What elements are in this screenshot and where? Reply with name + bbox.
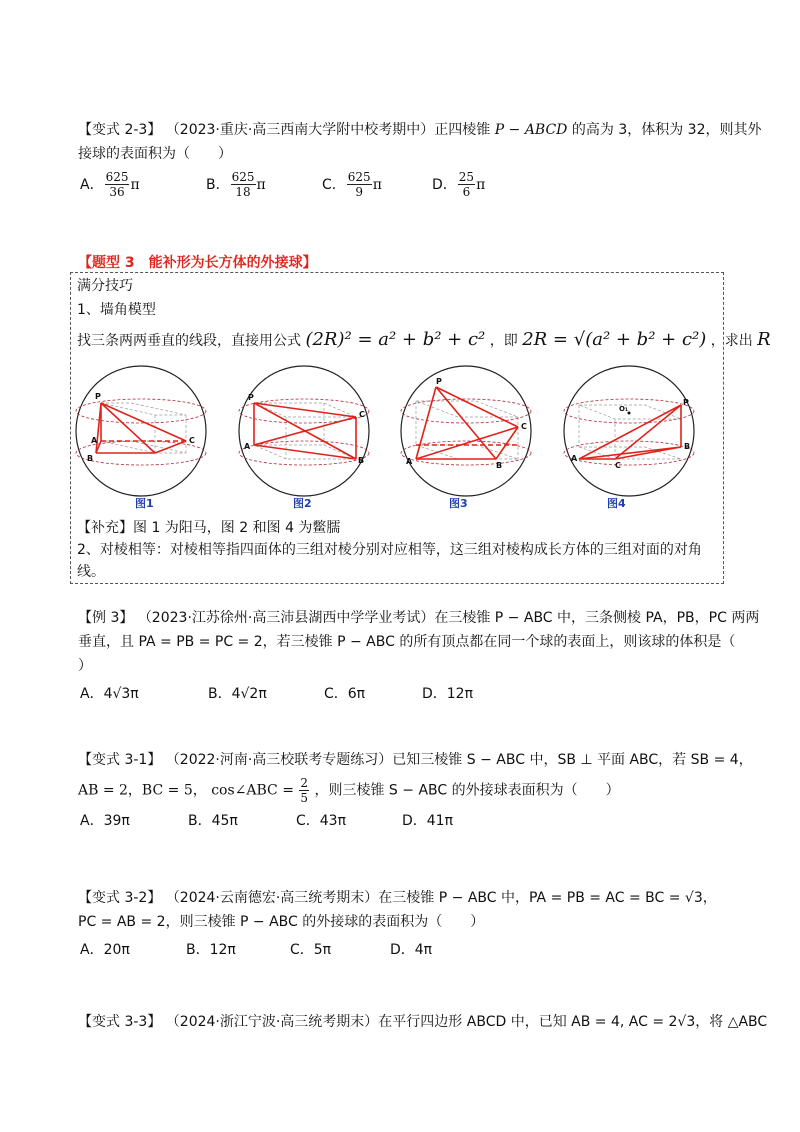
option-a: A． $\frac{625}{36}$ π <box>80 170 140 199</box>
option-c: C． $\frac{625}{9}$ π <box>322 170 382 199</box>
question-label: 【变式 3-2】 <box>78 890 162 906</box>
question-label: 【变式 3-3】 <box>78 1014 162 1030</box>
option-b: B． $\frac{625}{18}$ π <box>206 170 266 199</box>
option-d: D． $\frac{25}{6}$ π <box>432 170 486 199</box>
question-label: 【例 3】 <box>78 610 134 626</box>
math-expr: P − ABCD <box>494 122 568 138</box>
figure-label-1: 图1 <box>135 497 154 510</box>
options-row <box>78 938 730 962</box>
question-3-3 <box>78 1010 768 1034</box>
option-b: B．4√2π <box>208 686 267 702</box>
svg-text:A: A <box>91 436 98 445</box>
svg-text:A: A <box>571 454 578 463</box>
svg-text:O₁: O₁ <box>619 405 629 413</box>
fraction: $\frac{625}{36}$ <box>105 170 129 199</box>
question-line-1: 【变式 3-2】 （2024·云南德宏·高三统考期末）在三棱锥 P − ABC 中，PA = PB = AC = BC = √3， <box>78 890 717 906</box>
question-line-2: 垂直，且 PA = PB = PC = 2，若三棱锥 P − ABC 的所有顶点都在同一个球的表面上，则该球的体积是（ <box>78 634 736 650</box>
question-line-2: 接球的表面积为（ ） <box>78 146 232 162</box>
option-b: B．45π <box>188 813 238 829</box>
option-a: A．39π <box>80 813 130 829</box>
example-3 <box>78 606 760 706</box>
question-line-3: ） <box>78 658 92 674</box>
svg-text:C: C <box>359 410 365 419</box>
sphere-figure-4 <box>564 366 694 496</box>
question-text: 的高为 3，体积为 32，则其外 <box>571 122 762 138</box>
option-c: C．6π <box>324 686 366 702</box>
svg-text:B: B <box>684 442 691 451</box>
formula-2: 2R = √(a² + b² + c²) <box>522 329 707 350</box>
tips-heading: 满分技巧 <box>77 278 133 294</box>
tips-item-2-line-1: 2、对棱相等：对棱相等指四面体的三组对棱分别对应相等，这三组对棱构成长方体的三组对面的对角 <box>77 542 702 558</box>
svg-text:B: B <box>496 461 503 470</box>
fraction: $\frac{625}{9}$ <box>347 170 371 199</box>
option-a: A．4√3π <box>80 686 139 702</box>
question-line-1: 【例 3】 （2023·江苏徐州·高三沛县湖西中学学业考试）在三棱锥 P − ABC 中，三条侧棱 PA，PB，PC 两两 <box>78 610 760 626</box>
sphere-figures <box>75 363 719 503</box>
fraction: $\frac{2}{5}$ <box>300 776 309 805</box>
figure-label-4: 图4 <box>607 497 626 510</box>
formula-line: 找三条两两垂直的线段，直接用公式 (2R)² = a² + b² + c² ，即 2R = √(a² + b² + c²) ，求出 R <box>77 329 771 350</box>
option-d: D．41π <box>402 813 454 829</box>
question-source: （2023·重庆·高三西南大学附中校考期中）正四棱锥 <box>165 122 491 138</box>
option-a: A．20π <box>80 942 130 958</box>
question-line-2: PC = AB = 2，则三棱锥 P − ABC 的外接球的表面积为（ ） <box>78 914 485 930</box>
svg-text:C: C <box>521 422 527 431</box>
section-title: 【题型 3 能补形为长方体的外接球】 <box>78 255 317 271</box>
question-label: 【变式 3-1】 <box>78 752 162 768</box>
question-3-1 <box>78 748 753 833</box>
svg-text:P: P <box>436 377 442 386</box>
tips-item-2-line-2: 线。 <box>77 564 105 580</box>
figure-label-2: 图2 <box>293 497 312 510</box>
svg-text:B: B <box>358 456 365 465</box>
options-row <box>78 682 730 706</box>
question-line-1: 【变式 3-1】 （2022·河南·高三校联考专题练习）已知三棱锥 S − ABC 中，SB ⊥ 平面 ABC，若 SB = 4， <box>78 752 753 768</box>
svg-text:A: A <box>406 457 413 466</box>
svg-text:C: C <box>189 436 195 445</box>
tips-supplement: 【补充】图 1 为阳马，图 2 和图 4 为鳖臑 <box>77 520 341 536</box>
question-line-1: 【变式 3-3】 （2024·浙江宁波·高三统考期末）在平行四边形 ABCD 中，已知 AB = 4, AC = 2√3，将 △ABC <box>78 1014 768 1030</box>
fraction: $\frac{25}{6}$ <box>458 170 475 199</box>
options-row <box>78 809 730 833</box>
option-b: B．12π <box>186 942 236 958</box>
cos-expr: cos∠ABC = <box>211 782 294 799</box>
svg-text:C: C <box>615 461 621 470</box>
svg-text:P: P <box>683 398 689 407</box>
option-d: D．4π <box>390 942 433 958</box>
options-row <box>78 170 730 199</box>
option-d: D．12π <box>422 686 474 702</box>
svg-text:B: B <box>87 454 94 463</box>
svg-text:A: A <box>244 442 251 451</box>
question-line-1 <box>78 118 762 142</box>
tips-box <box>70 272 771 584</box>
sphere-figure-2 <box>239 366 369 496</box>
question-line-2: AB = 2，BC = 5， cos∠ABC = $\frac{2}{5}$ ，则三棱锥 S − ABC 的外接球表面积为（ ） <box>78 776 620 805</box>
question-3-2 <box>78 886 730 962</box>
fraction: $\frac{625}{18}$ <box>231 170 255 199</box>
tips-item-1: 1、墙角模型 <box>77 302 156 318</box>
formula-1: (2R)² = a² + b² + c² <box>305 329 486 350</box>
sphere-figure-1 <box>76 366 206 496</box>
question-2-3 <box>78 118 762 199</box>
formula-r: R <box>757 329 771 350</box>
svg-text:P: P <box>95 392 101 401</box>
question-label: 【变式 2-3】 <box>78 122 162 138</box>
sphere-figure-3 <box>401 366 531 496</box>
figure-label-3: 图3 <box>449 497 468 510</box>
svg-text:P: P <box>248 393 254 402</box>
option-c: C．5π <box>290 942 332 958</box>
option-c: C．43π <box>296 813 347 829</box>
